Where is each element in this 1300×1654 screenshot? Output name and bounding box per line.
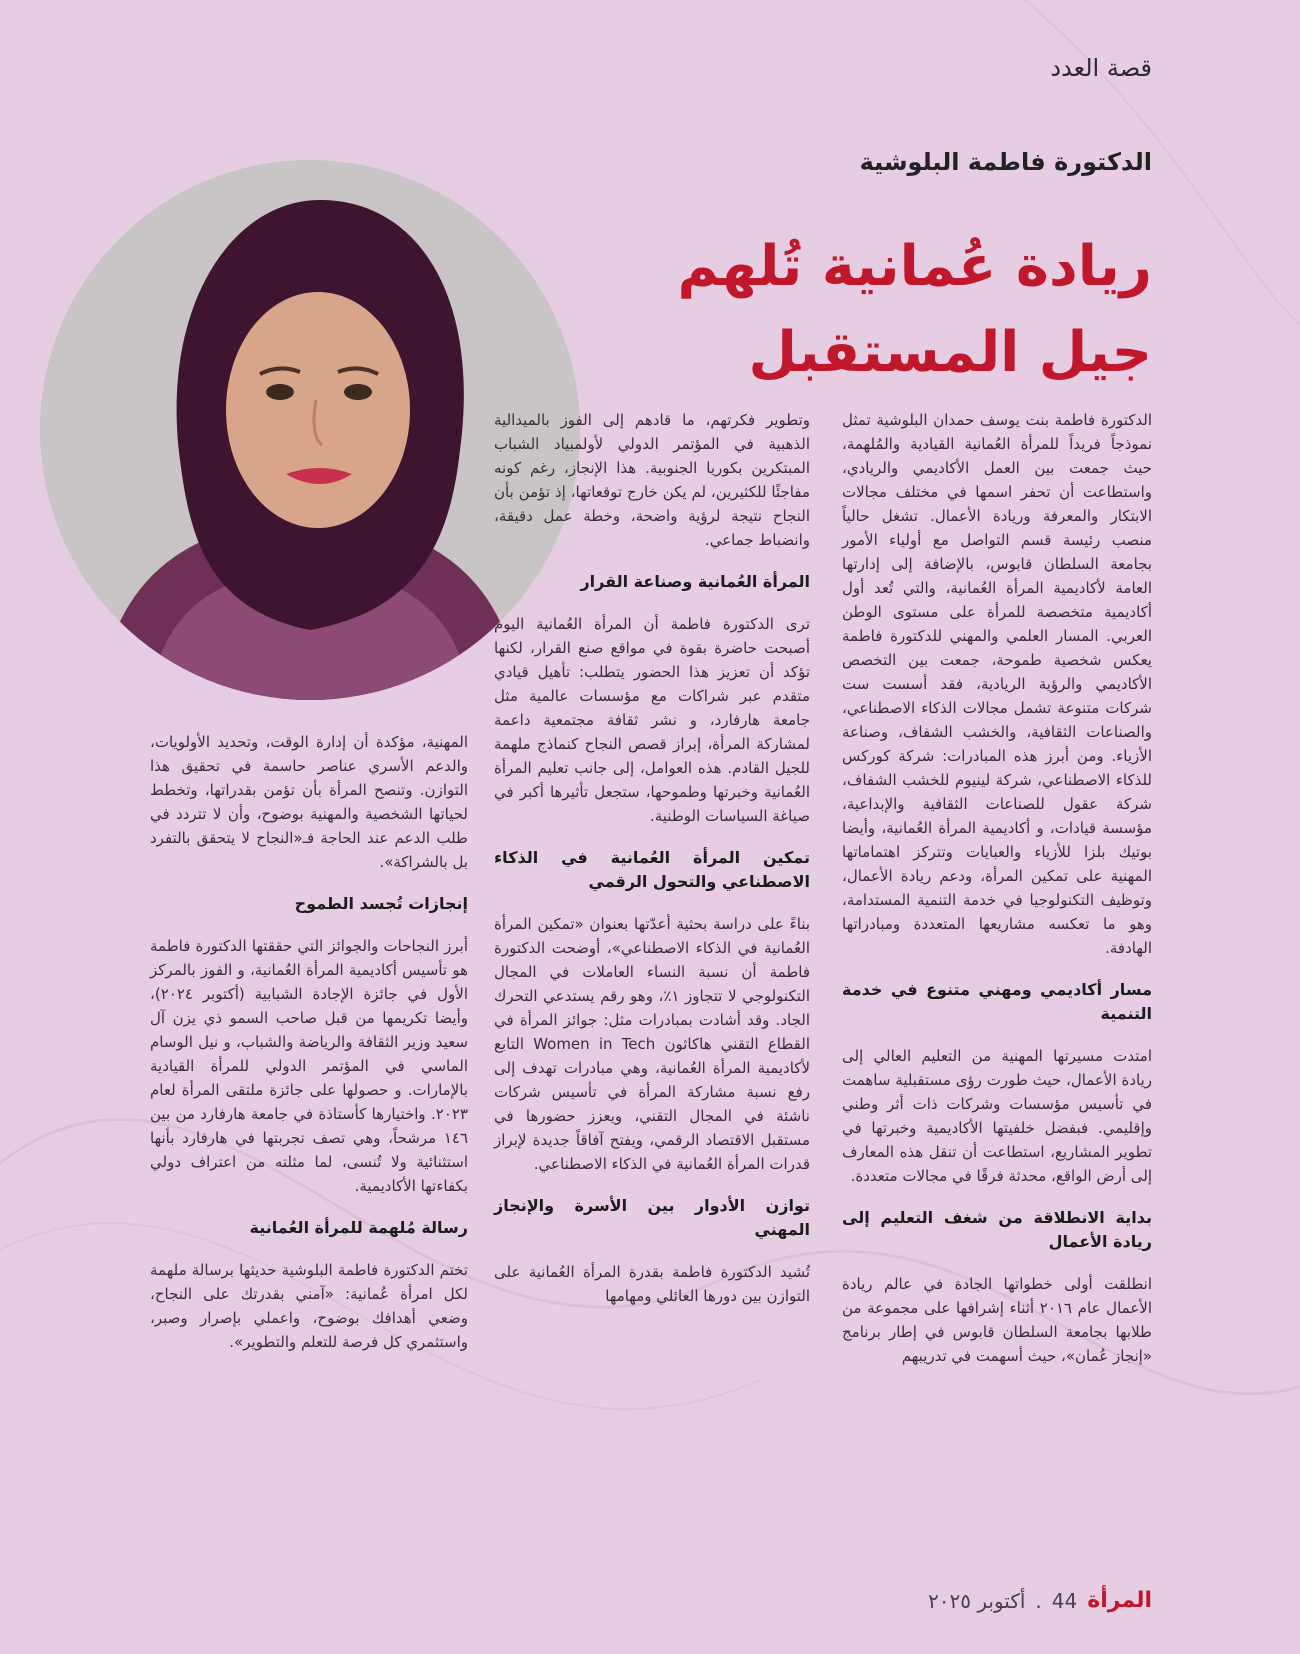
paragraph: أبرز النجاحات والجوائز التي حققتها الدكتورة فاطمة هو تأسيس أكاديمية المرأة العُمانية، و الفوز بالمركز الأول في جائزة الإجادة الشبابية (أكتوبر ٢٠٢٤)، وأيضا تكريمها من قبل صاحب السمو ذي يزن آل سعيد وزير الثقافة والرياضة والشباب، و نيل الوسام الماسي في المؤتمر الدولي للمرأة القيادية بالإمارات. و حصولها على جائزة ملتقى المرأة لعام ٢٠٢٣. واختيارها كأستاذة في جامعة هارفارد من بين ١٤٦ مرشحاً، وهي تصف تجربتها في هارفارد بأنها استثنائية ولا تُنسى، لما مثلته من اعتراف دولي بكفاءتها الأكاديمية. bbox=[150, 937, 468, 1195]
subheading: المرأة العُمانية وصناعة القرار bbox=[580, 572, 810, 591]
subject-name: الدكتورة فاطمة البلوشية bbox=[859, 148, 1152, 176]
paragraph: امتدت مسيرتها المهنية من التعليم العالي إلى ريادة الأعمال، حيث طورت رؤى مستقبلية ساهمت في تأسيس مؤسسات وشركات ذات أثر وطني وإقليمي. فبفضل خلفيتها الأكاديمية وخبرتها في تطوير المشاريع، استطاعت أن تنقل هذه المعارف إلى أرض الواقع، محدثة فرقًا في مجالات متعددة. bbox=[842, 1047, 1152, 1185]
page-footer bbox=[928, 1588, 1152, 1613]
paragraph: المهنية، مؤكدة أن إدارة الوقت، وتحديد الأولويات، والدعم الأسري عناصر حاسمة في تحقيق هذا التوازن. وتنصح المرأة بأن تؤمن بقدراتها، وتخطط لحياتها الشخصية والمهنية بوضوح، وأن لا تتردد في طلب الدعم عند الحاجة فـ«النجاح لا يتحقق بالتفرد بل بالشراكة». bbox=[150, 733, 468, 871]
headline-line-1: ريادة عُمانية تُلهم bbox=[677, 234, 1152, 299]
headline bbox=[632, 224, 1152, 396]
magazine-logo: المرأة bbox=[1087, 1588, 1152, 1613]
page-number: 44 bbox=[1051, 1588, 1078, 1613]
headline-line-2: جيل المستقبل bbox=[748, 320, 1152, 385]
paragraph: وتطوير فكرتهم، ما قادهم إلى الفوز بالميدالية الذهبية في المؤتمر الدولي لأولمبياد الشباب المبتكرين بكوريا الجنوبية. هذا الإنجاز، رغم كونه مفاجئًا للكثيرين، لم يكن خارج توقعاتها، إذ تؤمن بأن النجاح نتيجة لرؤية واضحة، وخطة عمل دقيقة، وانضباط جماعي. bbox=[494, 411, 810, 549]
paragraph: انطلقت أولى خطواتها الجادة في عالم ريادة الأعمال عام ٢٠١٦ أثناء إشرافها على مجموعة من طلابها بجامعة السلطان قابوس في إطار برنامج «إنجاز عُمان»، حيث أسهمت في تدريبهم bbox=[842, 1275, 1152, 1365]
subheading: تمكين المرأة العُمانية في الذكاء الاصطناعي والتحول الرقمي bbox=[494, 848, 810, 891]
paragraph: الدكتورة فاطمة بنت يوسف حمدان البلوشية تمثل نموذجاً فريداً للمرأة العُمانية القيادية والمُلهمة، حيث جمعت بين العمل الأكاديمي والريادي، واستطاعت أن تحفر اسمها في مختلف مجالات الابتكار والمعرفة وريادة الأعمال. تشغل حالياً منصب رئيسة قسم التواصل مع أولياء الأمور بجامعة السلطان قابوس، بالإضافة إلى إدارتها العامة لأكاديمية المرأة العُمانية، والتي تُعد أول أكاديمية متخصصة للمرأة على مستوى الوطن العربي. المسار العلمي والمهني للدكتورة فاطمة يعكس شخصية طموحة، جمعت بين التخصص الأكاديمي والرؤية الريادية، فقد أسست ست شركات متنوعة تشمل مجالات الذكاء الاصطناعي، والصناعات الثقافية، والخشب الشفاف، وصناعة الأزياء. ومن أبرز هذه المبادرات: شركة كوركس للذكاء الاصطناعي، شركة لينيوم للخشب الشفاف، شركة عقول للصناعات الثقافية والإبداعية، مؤسسة قيادات، و أكاديمية المرأة العُمانية، وأيضا بوتيك بلزا للأزياء والعبايات وتتركز اهتماماتها المهنية على تمكين المرأة، ودعم ريادة الأعمال، وتوظيف التكنولوجيا في خدمة التنمية المستدامة، وهو ما تعكسه مشاريعها المتعددة ومبادراتها الهادفة. bbox=[842, 411, 1152, 957]
article-column-3 bbox=[150, 730, 468, 1372]
subheading: بداية الانطلاقة من شغف التعليم إلى ريادة الأعمال bbox=[842, 1208, 1152, 1251]
article-column-2 bbox=[494, 408, 810, 1326]
paragraph: تختم الدكتورة فاطمة البلوشية حديثها برسالة ملهمة لكل امرأة عُمانية: «آمني بقدرتك على النجاح، وضعي أهدافك بوضوح، واعملي بإصرار وصبر، واستثمري كل فرصة للتعلم والتطوير». bbox=[150, 1261, 468, 1351]
subheading: رسالة مُلهمة للمرأة العُمانية bbox=[249, 1218, 468, 1237]
paragraph: ترى الدكتورة فاطمة أن المرأة العُمانية اليوم أصبحت حاضرة بقوة في مواقع صنع القرار، لكنها تؤكد أن تعزيز هذا الحضور يتطلب: تأهيل قيادي متقدم عبر شراكات مع مؤسسات عالمية مثل جامعة هارفارد، و نشر ثقافة مجتمعية داعمة لمشاركة المرأة، إبراز قصص النجاح كنماذج ملهمة للجيل القادم. هذه العوامل، إلى جانب تعليم المرأة العُمانية وخبرتها وطموحها، ستجعل تأثيرها أكبر في صياغة السياسات الوطنية. bbox=[494, 615, 810, 825]
paragraph: بناءً على دراسة بحثية أعدّتها بعنوان «تمكين المرأة العُمانية في الذكاء الاصطناعي»، أوضحت الدكتورة فاطمة أن نسبة النساء العاملات في المجال التكنولوجي لا تتجاوز ١٪، وهو رقم يستدعي التحرك الجاد. وقد أشادت بمبادرات مثل: جوائز المرأة في القطاع التقني هاكاثون Women in Tech التابع لأكاديمية المرأة العُمانية، وهي مبادرات تهدف إلى رفع نسبة مشاركة المرأة في تأسيس شركات ناشئة في المجال التقني، ويعزز حضورها في مستقبل الاقتصاد الرقمي، ويفتح آفاقاً جديدة لإبراز قدرات المرأة العُمانية في الذكاء الاصطناعي. bbox=[494, 915, 811, 1173]
paragraph: تُشيد الدكتورة فاطمة بقدرة المرأة العُمانية على التوازن بين دورها العائلي ومهامها bbox=[494, 1263, 810, 1305]
subheading: توازن الأدوار بين الأسرة والإنجاز المهني bbox=[494, 1196, 810, 1239]
subheading: مسار أكاديمي ومهني متنوع في خدمة التنمية bbox=[842, 980, 1152, 1023]
section-label: قصة العدد bbox=[1050, 54, 1152, 82]
article-column-1 bbox=[842, 408, 1152, 1386]
subheading: إنجازات تُجسد الطموح bbox=[294, 894, 468, 913]
issue-date: أكتوبر ٢٠٢٥ bbox=[928, 1588, 1026, 1613]
footer-separator: . bbox=[1035, 1588, 1042, 1613]
